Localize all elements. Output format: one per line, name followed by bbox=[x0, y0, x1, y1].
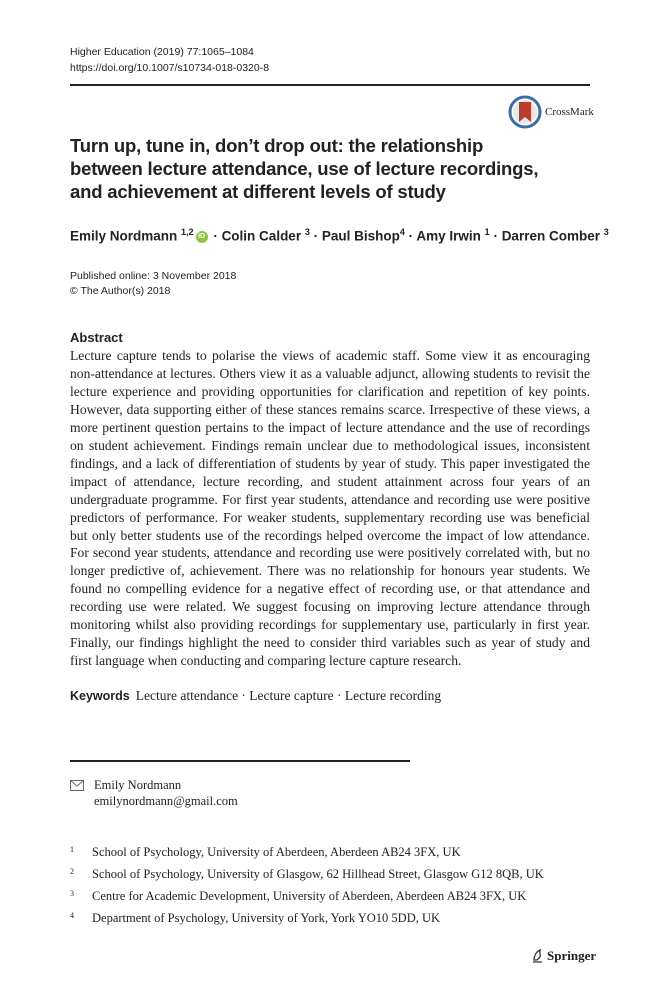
abstract-line: non-attendance at lectures. Others view it as a valuable adjunct, allowing students to revisit the bbox=[70, 365, 590, 381]
abstract-line: monitoring whilst also providing recordings for supplementary use, particularly in first year. bbox=[70, 617, 590, 633]
doi-link[interactable]: https://doi.org/10.1007/s10734-018-0320-8 bbox=[70, 62, 270, 74]
affiliation bbox=[70, 867, 544, 882]
affiliation-number: 4 bbox=[70, 911, 74, 920]
abstract-heading: Abstract bbox=[70, 330, 123, 345]
affiliation-text: Centre for Academic Development, University of Aberdeen, Aberdeen AB24 3FX, UK bbox=[92, 889, 527, 903]
affiliation-text: School of Psychology, University of Glasgow, 62 Hillhead Street, Glasgow G12 8QB, UK bbox=[92, 867, 544, 881]
author[interactable]: Amy Irwin bbox=[416, 228, 481, 244]
publisher-name: Springer bbox=[547, 948, 597, 963]
title-line: between lecture attendance, use of lecture recordings, bbox=[70, 158, 539, 179]
correspondence bbox=[70, 777, 238, 809]
abstract-line: but only better students use of the recordings helped overcome the impact of low attendance. bbox=[70, 527, 590, 543]
affiliation-number: 2 bbox=[70, 867, 74, 876]
header-rule bbox=[70, 84, 590, 86]
springer-horse-icon bbox=[530, 948, 544, 964]
author-affiliation: 1 bbox=[484, 227, 490, 237]
author-affiliation: 4 bbox=[399, 227, 405, 237]
publication-info bbox=[70, 269, 236, 299]
abstract-line: Lecture capture tends to polarise the views of academic staff. Some view it as encouraging bbox=[70, 348, 590, 363]
author-affiliation: 3 bbox=[304, 227, 310, 237]
crossmark-label: CrossMark bbox=[545, 106, 594, 118]
affiliation bbox=[70, 845, 461, 860]
keywords bbox=[70, 688, 441, 704]
abstract-line: found no compelling evidence for a negative effect of recording use, or that attendance and bbox=[70, 581, 590, 597]
title-line: and achievement at different levels of study bbox=[70, 181, 446, 202]
abstract-line: longer predictive of, achievement. There was no relationship for honours year students. We bbox=[70, 563, 590, 579]
abstract-line: undergraduate programme. For first year students, attendance and recording use were positive bbox=[70, 491, 590, 507]
abstract-line: recording use were related. We suggest focusing on improving lecture attendance through bbox=[70, 599, 590, 615]
journal-citation: Higher Education (2019) 77:1065–1084 bbox=[70, 46, 254, 58]
author[interactable]: Colin Calder bbox=[221, 228, 302, 244]
abstract-line: Finally, our findings highlight the need to consider third variables such as year of study and bbox=[70, 635, 590, 651]
abstract-line: on student achievement. Findings remain unclear due to methodological issues, inconsistent bbox=[70, 437, 590, 453]
abstract-line: However, data supporting either of these stances remains scarce. Irrespective of these views, a bbox=[70, 401, 590, 417]
affiliation-text: Department of Psychology, University of York, York YO10 5DD, UK bbox=[92, 911, 441, 925]
author[interactable]: Paul Bishop bbox=[321, 228, 400, 244]
author-affiliation: 3 bbox=[603, 227, 609, 237]
keywords-label: Keywords bbox=[70, 689, 130, 703]
title-line: Turn up, tune in, don’t drop out: the relationship bbox=[70, 135, 484, 156]
abstract-line: more pertinent question pertains to the impact of lecture attendance and the use of recordings bbox=[70, 419, 590, 435]
abstract-line: first language when conducting and comparing lecture capture research. bbox=[70, 653, 462, 669]
affiliation-number: 3 bbox=[70, 889, 74, 898]
springer-logo bbox=[530, 948, 596, 964]
abstract-body bbox=[70, 347, 590, 670]
abstract-line: findings, and a lack of differentiation of students by year of study. This paper investigated the bbox=[70, 455, 590, 471]
crossmark-icon bbox=[508, 95, 542, 129]
envelope-icon bbox=[70, 780, 84, 791]
paper-title bbox=[70, 134, 538, 203]
abstract-line: predictors of performance. For weaker students, supplementary recording use was beneficial bbox=[70, 509, 590, 525]
author-email[interactable]: emilynordmann@gmail.com bbox=[94, 794, 238, 808]
journal-header bbox=[70, 44, 269, 76]
abstract-line: impact of attendance, lecture recording, and student attainment across four years of an bbox=[70, 473, 590, 489]
footnote-rule bbox=[70, 760, 410, 762]
crossmark-badge[interactable] bbox=[508, 95, 594, 129]
abstract-line: For second year students, attendance and recording use were positively correlated with, but no bbox=[70, 545, 590, 561]
author[interactable]: Darren Comber bbox=[501, 228, 600, 244]
author-affiliation: 1,2 bbox=[181, 227, 194, 237]
affiliation-number: 1 bbox=[70, 845, 74, 854]
affiliation bbox=[70, 911, 440, 926]
affiliation bbox=[70, 889, 526, 904]
orcid-icon[interactable]: iD bbox=[196, 231, 208, 243]
corresponding-author: Emily Nordmann bbox=[94, 778, 182, 792]
author-list: Emily Nordmann $^{1,2}$ iD · Colin Calder $^3$ · Paul Bishop$^4$ · Amy Irwin $^1$ · Darren Comber $^3$ bbox=[70, 227, 609, 244]
published-date: Published online: 3 November 2018 bbox=[70, 270, 237, 282]
keywords-text: Lecture attendance · Lecture capture · Lecture recording bbox=[135, 688, 442, 703]
affiliation-text: School of Psychology, University of Aberdeen, Aberdeen AB24 3FX, UK bbox=[92, 845, 461, 859]
abstract-line: lecture experience and providing opportunities for clarification and repetition of key points. bbox=[70, 383, 590, 399]
copyright: © The Author(s) 2018 bbox=[70, 285, 171, 297]
author[interactable]: Emily Nordmann bbox=[70, 228, 178, 244]
